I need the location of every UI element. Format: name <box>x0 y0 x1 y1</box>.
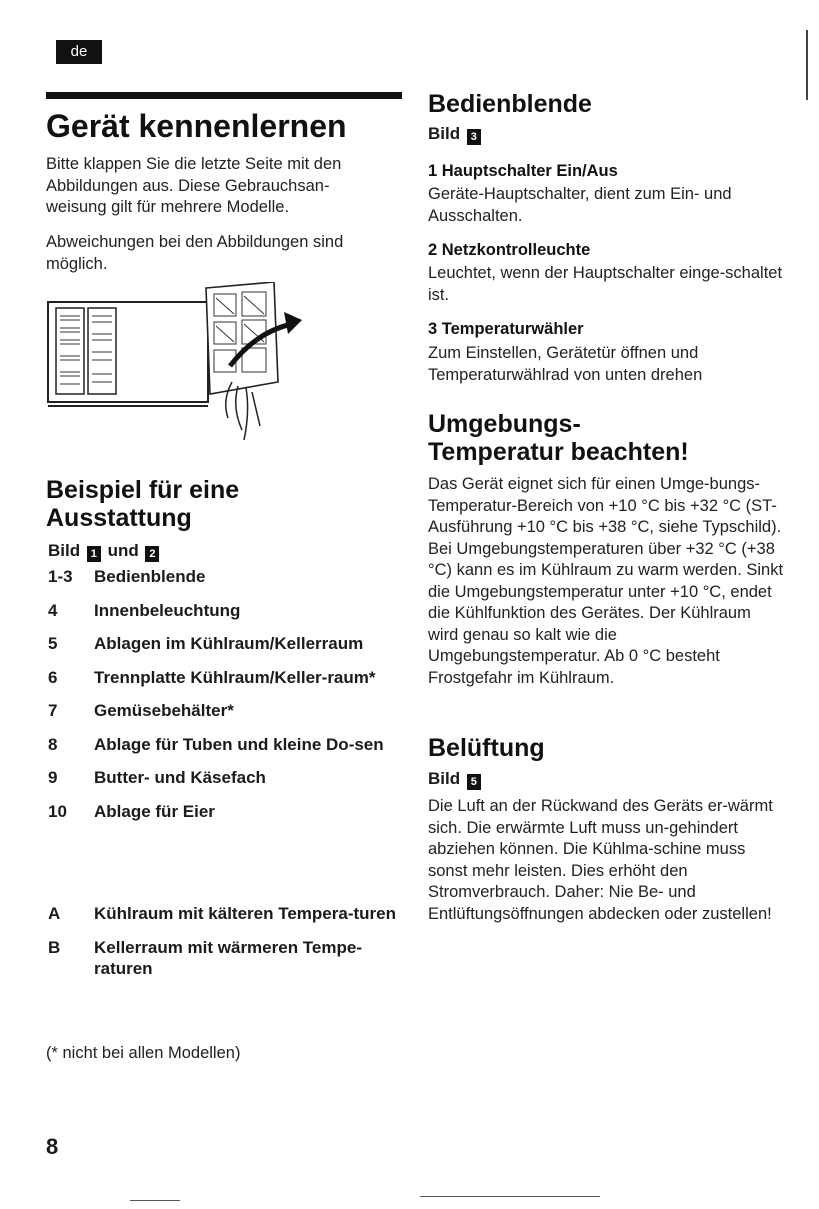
item-label: Ablagen im Kühlraum/Kellerraum <box>94 634 364 653</box>
list-item <box>48 734 402 756</box>
intro-note: Abweichungen bei den Abbildungen sind möglich. <box>46 233 344 273</box>
scan-artifact <box>130 1200 180 1201</box>
page-title: Gerät kennenlernen <box>46 108 347 144</box>
header-rule <box>46 92 402 99</box>
item-label: Ablage für Tuben und kleine Do-sen <box>94 734 384 754</box>
equipment-list <box>48 566 402 834</box>
item-label: Innenbeleuchtung <box>94 600 241 620</box>
item-label: Trennplatte Kühlraum/Keller-raum* <box>94 667 376 687</box>
list-item <box>48 903 402 925</box>
item-number: A <box>48 904 61 923</box>
item-label: Bedienblende <box>94 567 206 586</box>
ventilation-title: Belüftung <box>428 734 545 762</box>
item-number: 10 <box>48 801 67 821</box>
item-label: Ablage für Eier <box>94 801 215 821</box>
control-1-text: Geräte-Hauptschalter, dient zum Ein- und Ausschalten. <box>428 185 732 225</box>
list-item <box>48 937 402 980</box>
page-number: 8 <box>46 1134 59 1159</box>
control-panel-title: Bedienblende <box>428 90 592 118</box>
control-3-text: Zum Einstellen, Gerätetür öffnen und Temperaturwählrad von unten drehen <box>428 344 703 384</box>
item-number: 7 <box>48 701 58 720</box>
figure-number-badge: 3 <box>467 129 481 145</box>
figure-number-badge: 1 <box>87 546 101 562</box>
fold-out-illustration <box>46 282 306 452</box>
item-label: Gemüsebehälter* <box>94 701 234 720</box>
figure-number-badge: 2 <box>145 546 159 562</box>
list-item <box>48 767 402 789</box>
control-2-heading: 2 Netzkontrolleuchte <box>428 241 591 259</box>
ventilation-text: Die Luft an der Rückwand des Geräts er-wärmt sich. Die erwärmte Luft muss un-gehindert abziehen können. Die Kühlma-schine muss sonst mehr leisten. Dies erhöht den Stromverbrauch. Daher: Nie Be- und Entlüftungsöffnungen abdecken oder zustellen! <box>428 797 773 923</box>
item-number: B <box>48 937 61 957</box>
example-title-line1: Beispiel für eine <box>46 476 240 504</box>
item-label: Kühlraum mit kälteren Tempera-turen <box>94 904 396 923</box>
language-tag: de <box>56 40 102 64</box>
item-number: 1-3 <box>48 567 73 586</box>
item-label: Butter- und Käsefach <box>94 768 266 787</box>
figure-number-badge: 5 <box>467 774 481 790</box>
list-item <box>48 633 402 655</box>
margin-mark <box>806 30 808 100</box>
control-2-text: Leuchtet, wenn der Hauptschalter einge-schaltet ist. <box>428 264 783 304</box>
ambient-temp-title-line1: Umgebungs- <box>428 410 581 438</box>
ambient-temp-title-line2: Temperatur beachten! <box>428 438 689 466</box>
list-item <box>48 801 402 823</box>
footnote: (* nicht bei allen Modellen) <box>46 1044 241 1062</box>
figure-reference: Bild 3 <box>428 124 483 145</box>
control-1-heading: 1 Hauptschalter Ein/Aus <box>428 162 618 180</box>
scan-artifact <box>420 1196 600 1197</box>
item-number: 6 <box>48 667 58 687</box>
list-item <box>48 700 402 722</box>
list-item <box>48 600 402 622</box>
example-title-line2: Ausstattung <box>46 504 192 532</box>
item-number: 8 <box>48 734 58 754</box>
figure-reference: Bild 1 und 2 <box>48 541 161 562</box>
intro-paragraph: Bitte klappen Sie die letzte Seite mit den Abbildungen aus. Diese Gebrauchsan-weisung gilt für mehrere Modelle. <box>46 155 342 216</box>
list-item <box>48 667 402 689</box>
zone-list <box>48 903 402 992</box>
list-item <box>48 566 402 588</box>
figure-reference: Bild 5 <box>428 769 483 790</box>
item-number: 4 <box>48 600 58 620</box>
control-3-heading: 3 Temperaturwähler <box>428 320 584 338</box>
ambient-temp-text: Das Gerät eignet sich für einen Umge-bungs- Temperatur-Bereich von +10 °C bis +32 °C (ST-Ausführung +10 °C bis +38 °C, siehe Typschild). Bei Umgebungstemperaturen über +32 °C (+38 °C) kann es im Kühlraum zu warm werden. Sinkt die Umgebungstemperatur unter +10 °C, endet die Kühlfunktion des Gerätes. Der Kühlraum wird genau so kalt wie die Umgebungstemperatur. Ab 0 °C besteht Frostgefahr im Kühlraum. <box>428 475 784 687</box>
item-number: 9 <box>48 768 58 787</box>
item-label: Kellerraum mit wärmeren Tempe-raturen <box>94 937 362 978</box>
item-number: 5 <box>48 634 58 653</box>
